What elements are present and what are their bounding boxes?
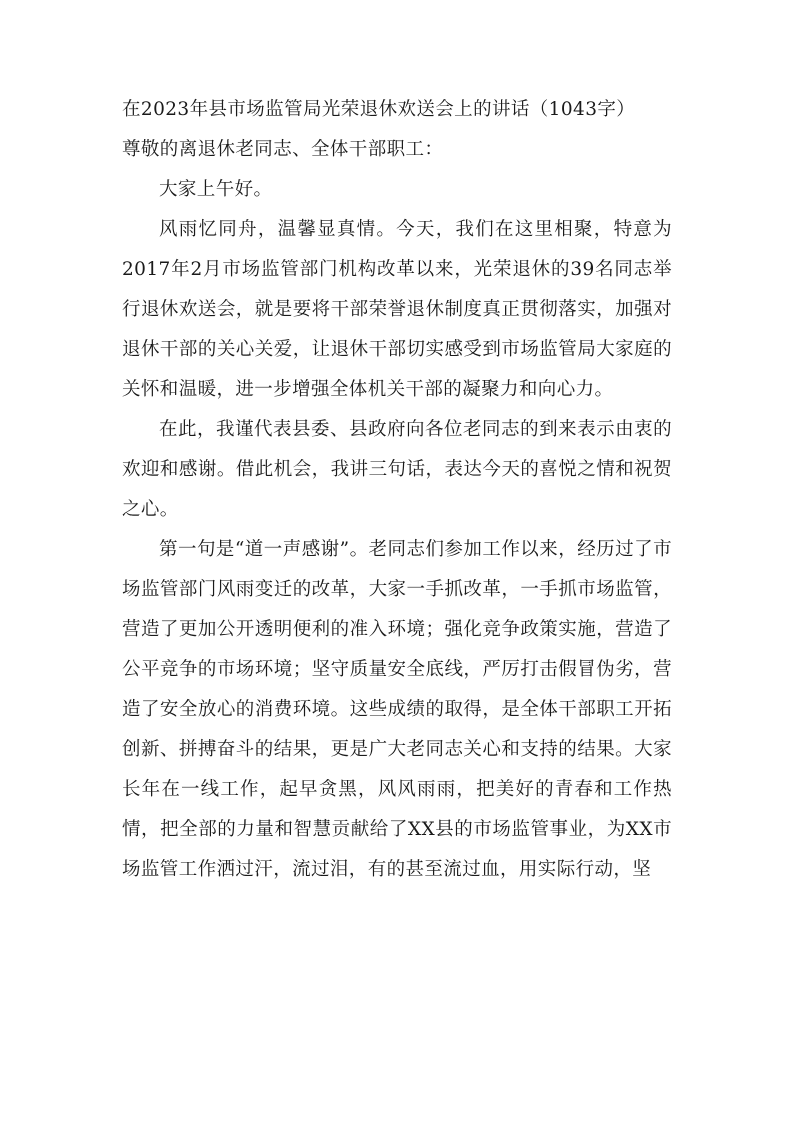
document-title: 在2023年县市场监管局光荣退休欢送会上的讲话（1043字） [122,99,636,120]
paragraph-greeting: 大家上午好。 [159,179,273,200]
paragraph-welcome: 在此，我谨代表县委、县政府向各位老同志的到来表示由衷的欢迎和感谢。借此机会，我讲三句话，表达今天的喜悦之情和祝贺之心。 [122,419,672,520]
document-body [122,90,672,890]
salutation: 尊敬的离退休老同志、全体干部职工： [122,139,444,160]
paragraph-first-point: 第一句是“道一声感谢”。老同志们参加工作以来，经历过了市场监管部门风雨变迁的改革，大家一手抓改革，一手抓市场监管，营造了更加公开透明便利的准入环境；强化竞争政策实施，营造了公平竞争的市场环境；坚守质量安全底线，严厉打击假冒伪劣，营造了安全放心的消费环境。这些成绩的取得，是全体干部职工开拓创新、拼搏奋斗的结果，更是广大老同志关心和支持的结果。大家长年在一线工作，起早贪黑，风风雨雨，把美好的青春和工作热情，把全部的力量和智慧贡献给了XX县的市场监管事业，为XX市场监管工作洒过汗，流过泪，有的甚至流过血，用实际行动，坚 [122,539,672,880]
paragraph-intro: 风雨忆同舟，温馨显真情。今天，我们在这里相聚，特意为2017年2月市场监管部门机构改革以来，光荣退休的39名同志举行退休欢送会，就是要将干部荣誉退休制度真正贯彻落实，加强对退休干部的关心关爱，让退休干部切实感受到市场监管局大家庭的关怀和温暖，进一步增强全体机关干部的凝聚力和向心力。 [122,219,672,400]
